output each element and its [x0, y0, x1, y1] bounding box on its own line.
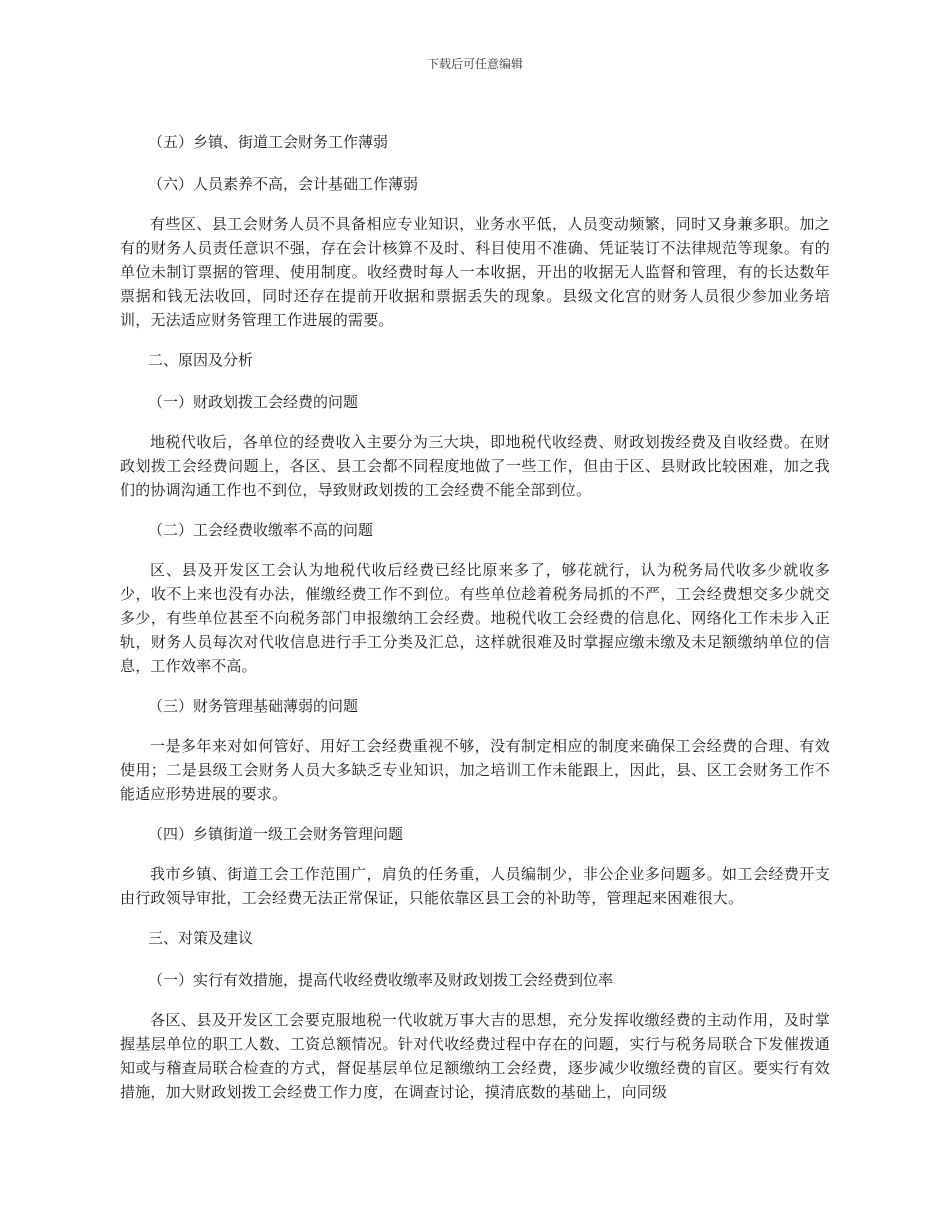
body-paragraph: 一是多年来对如何管好、用好工会经费重视不够，没有制定相应的制度来确保工会经费的合理、有效使用；二是县级工会财务人员大多缺乏专业知识，加之培训工作未能跟上，因此，县、区工会财务工作不能适应形势进展的要求。 — [120, 737, 830, 803]
section-heading: （六）人员素养不高，会计基础工作薄弱 — [148, 175, 419, 193]
body-paragraph: 各区、县及开发区工会要克服地税一代收就万事大吉的思想，充分发挥收缴经费的主动作用，及时掌握基层单位的职工人数、工资总额情况。针对代收经费过程中存在的问题，实行与税务局联合下发催拨通知或与稽查局联合检查的方式，督促基层单位足额缴纳工会经费，逐步减少收缴经费的盲区。要实行有效措施，加大财政划拨工会经费工作力度，在调查讨论，摸清底数的基础上，向同级 — [120, 1011, 830, 1101]
chapter-heading: 二、原因及分析 — [148, 351, 254, 369]
body-paragraph: 我市乡镇、街道工会工作范围广，肩负的任务重，人员编制少，非公企业多问题多。如工会经费开支由行政领导审批，工会经费无法正常保证，只能依靠区县工会的补助等，管理起来困难很大。 — [120, 865, 830, 907]
section-heading: （三）财务管理基础薄弱的问题 — [148, 697, 359, 715]
body-paragraph: 有些区、县工会财务人员不具备相应专业知识，业务水平低，人员变动频繁，同时又身兼多职。加之有的财务人员责任意识不强，存在会计核算不及时、科目使用不准确、凭证装订不法律规范等现象。有的单位未制订票据的管理、使用制度。收经费时每人一本收据，开出的收据无人监督和管理，有的长达数年票据和钱无法收回，同时还存在提前开收据和票据丢失的现象。县级文化宫的财务人员很少参加业务培训，无法适应财务管理工作进展的需要。 — [120, 215, 830, 329]
page-header: 下载后可任意编辑 — [426, 57, 523, 71]
chapter-heading: 三、对策及建议 — [148, 929, 254, 947]
section-heading: （一）实行有效措施，提高代收经费收缴率及财政划拨工会经费到位率 — [148, 971, 614, 989]
section-heading: （五）乡镇、街道工会财务工作薄弱 — [148, 133, 389, 151]
body-paragraph: 区、县及开发区工会认为地税代收后经费已经比原来多了，够花就行，认为税务局代收多少就收多少，收不上来也没有办法，催缴经费工作不到位。有些单位趁着税务局抓的不严，工会经费想交多少就交多少，有些单位甚至不向税务部门申报缴纳工会经费。地税代收工会经费的信息化、网络化工作未步入正轨，财务人员每次对代收信息进行手工分类及汇总，这样就很难及时掌握应缴未缴及未足额缴纳单位的信息，工作效率不高。 — [120, 561, 830, 675]
section-heading: （一）财政划拨工会经费的问题 — [148, 393, 359, 411]
section-heading: （四）乡镇街道一级工会财务管理问题 — [148, 825, 404, 843]
body-paragraph: 地税代收后，各单位的经费收入主要分为三大块，即地税代收经费、财政划拨经费及自收经费。在财政划拨工会经费问题上，各区、县工会都不同程度地做了一些工作，但由于区、县财政比较困难，加之我们的协调沟通工作也不到位，导致财政划拨的工会经费不能全部到位。 — [120, 433, 830, 499]
document-body — [120, 128, 830, 1118]
section-heading: （二）工会经费收缴率不高的问题 — [148, 521, 374, 539]
